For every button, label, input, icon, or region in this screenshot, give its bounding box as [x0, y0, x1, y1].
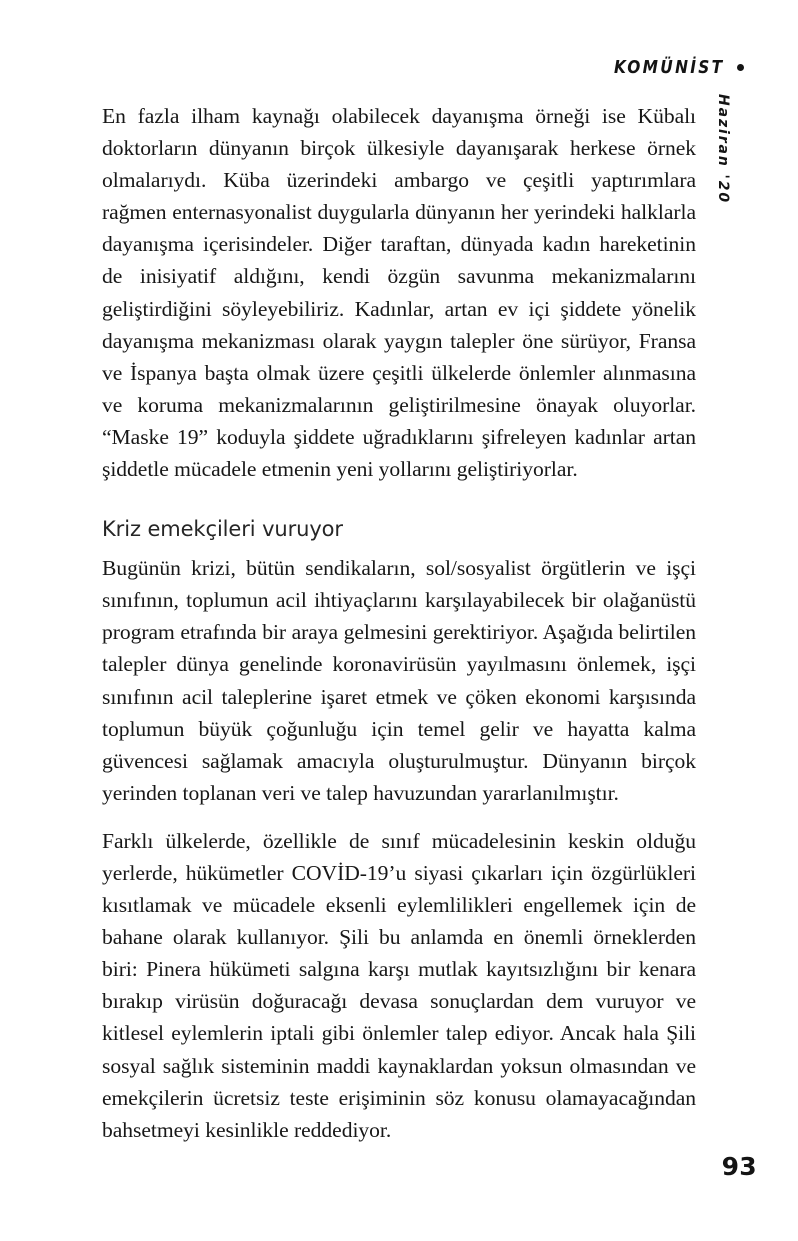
text-column	[102, 100, 696, 1146]
spacer	[102, 485, 696, 515]
running-head	[0, 58, 744, 78]
body-paragraph: En fazla ilham kaynağı olabilecek dayanışma örneği ise Kübalı doktorların dünyanın birçok ülkesiyle dayanışarak herkese örnek olmalarıydı. Küba üzerindeki ambargo ve çeşitli yaptırımlara rağmen enternasyonalist duygularla dünyanın her yerindeki halklarla dayanışma içerisindeler. Diğer taraftan, dünyada kadın hareketinin de inisiyatif aldığını, kendi özgün savunma mekanizmalarını geliştirdiğini söyleyebiliriz. Kadınlar, artan ev içi şiddete yönelik dayanışma mekanizması olarak yaygın talepler öne sürüyor, Fransa ve İspanya başta olmak üzere çeşitli ülkelerde önlemler alınmasına ve koruma mekanizmalarının geliştirilmesine önayak oluyorlar. “Maske 19” koduyla şiddete uğradıklarını şifreleyen kadınlar artan şiddetle mücadele etmenin yeni yollarını geliştiriyorlar.	[102, 104, 696, 482]
section-heading: Kriz emekçileri vuruyor	[102, 517, 343, 542]
issue-date-vertical	[712, 94, 734, 214]
running-head-title: KOMÜNİST	[613, 58, 724, 78]
spacer	[102, 543, 696, 552]
issue-date-label: Haziran '20	[715, 94, 731, 204]
bullet-icon	[737, 64, 744, 71]
body-paragraph: Bugünün krizi, bütün sendikaların, sol/sosyalist örgütlerin ve işçi sınıfının, toplumun acil ihtiyaçlarını karşılayabilecek bir olağanüstü program etrafında bir araya gelmesini gerektiriyor. Aşağıda belirtilen talepler dünya genelinde koronavirüsün yayılmasını önlemek, işçi sınıfının acil taleplerine işaret etmek ve çöken ekonomi karşısında toplumun büyük çoğunluğu için temel gelir ve hayatta kalma güvencesi sağlamak amacıyla oluşturulmuştur. Dünyanın birçok yerinden toplanan veri ve talep havuzundan yararlanılmıştır.	[102, 556, 696, 805]
page-number: 93	[721, 1152, 757, 1181]
body-paragraph: Farklı ülkelerde, özellikle de sınıf mücadelesinin keskin olduğu yerlerde, hükümetler COVİD-19’u siyasi çıkarları için özgürlükleri kısıtlamak ve mücadele eksenli eylemlilikleri engellemek için de bahane olarak kullanıyor. Şili bu anlamda en önemli örneklerden biri: Pinera hükümeti salgına karşı mutlak kayıtsızlığını bir kenara bırakıp virüsün doğuracağı devasa sonuçlardan dem vuruyor ve kitlesel eylemlerin iptali gibi önlemler talep ediyor. Ancak hala Şili sosyal sağlık sisteminin maddi kaynaklardan yoksun olmasından ve emekçilerin ücretsiz teste erişiminin söz konusu olamayacağından bahsetmeyi kesinlikle reddediyor.	[102, 828, 696, 1142]
